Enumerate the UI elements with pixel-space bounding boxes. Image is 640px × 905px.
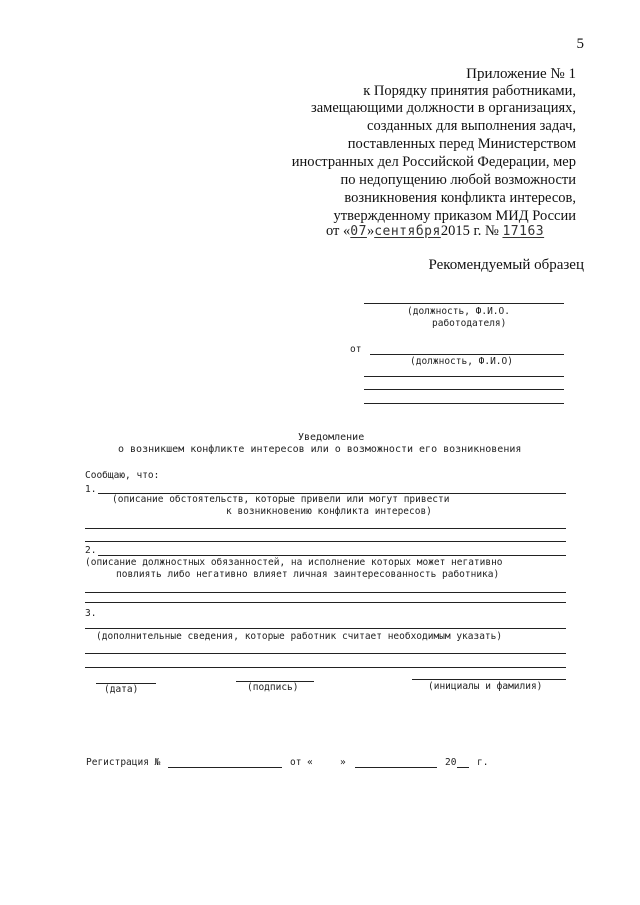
header-line: к Порядку принятия работниками,	[363, 83, 576, 99]
recommended-sample: Рекомендуемый образец	[428, 257, 584, 273]
item1-line	[85, 528, 566, 529]
item-number: 1.	[85, 484, 97, 495]
sender-line	[364, 389, 564, 390]
registration-year: 20	[445, 757, 457, 768]
header-line: возникновения конфликта интересов,	[344, 190, 576, 206]
appendix-title: Приложение № 1	[466, 66, 576, 82]
registration-quote: »	[340, 757, 346, 768]
item2-line	[85, 592, 566, 593]
item2-line	[85, 602, 566, 603]
intro-text: Сообщаю, что:	[85, 470, 160, 481]
header-line: поставленных перед Министерством	[347, 136, 576, 152]
notice-title: Уведомление	[298, 432, 365, 443]
registration-from: от «	[290, 757, 313, 768]
page-number: 5	[576, 36, 584, 52]
header-line: созданных для выполнения задач,	[367, 118, 576, 134]
header-line: замещающими должности в организациях,	[310, 100, 576, 116]
item-number: 3.	[85, 608, 97, 619]
date-year: 2015 г. №	[440, 223, 499, 239]
notice-subtitle: о возникшем конфликте интересов или о возможности его возникновения	[118, 444, 522, 455]
name-caption: (инициалы и фамилия)	[428, 681, 543, 692]
item1-line	[85, 541, 566, 542]
sender-caption: (должность, Ф.И.О)	[410, 356, 513, 367]
date-caption: (дата)	[104, 684, 139, 695]
date-mid: »	[366, 223, 375, 239]
item3-line	[85, 628, 566, 629]
header-line: по недопущению любой возможности	[340, 172, 576, 188]
item1-caption: (описание обстоятельств, которые привели или могут привести	[112, 494, 450, 505]
item3-line	[85, 653, 566, 654]
name-line	[412, 679, 566, 680]
registration-label: Регистрация №	[86, 757, 161, 768]
item2-caption: повлиять либо негативно влияет личная заинтересованность работника)	[116, 569, 500, 580]
item2-caption: (описание должностных обязанностей, на исполнение которых может негативно	[85, 557, 503, 568]
item2-line	[98, 555, 566, 556]
employer-caption: работодателя)	[432, 318, 507, 329]
order-date-line	[326, 223, 572, 240]
registration-year-line	[457, 767, 469, 768]
registration-date-line	[355, 767, 437, 768]
date-month: сентября	[374, 224, 441, 239]
header-line: иностранных дел Российской Федерации, мер	[291, 154, 576, 170]
order-number: 17163	[502, 224, 545, 239]
item3-caption: (дополнительные сведения, которые работник считает необходимым указать)	[96, 631, 503, 642]
date-prefix: от «	[326, 223, 351, 239]
registration-number-line	[168, 767, 282, 768]
item-number: 2.	[85, 545, 97, 556]
sender-line	[370, 354, 564, 355]
header-line: утвержденному приказом МИД России	[333, 208, 576, 224]
sender-line	[364, 376, 564, 377]
sign-caption: (подпись)	[247, 682, 299, 693]
item3-line	[85, 667, 566, 668]
from-label: от	[350, 344, 362, 355]
registration-year-suffix: г.	[477, 757, 489, 768]
item1-caption: к возникновению конфликта интересов)	[226, 506, 432, 517]
employer-line	[364, 303, 564, 304]
employer-caption: (должность, Ф.И.О.	[407, 306, 510, 317]
sender-line	[364, 403, 564, 404]
date-day: 07	[350, 224, 367, 239]
